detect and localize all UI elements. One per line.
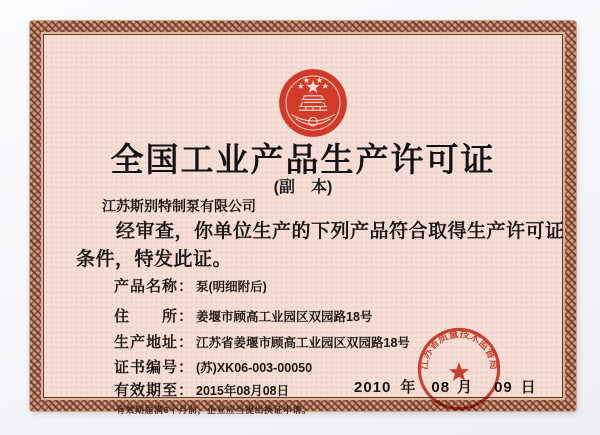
field-value: 泵(明细附后) bbox=[196, 280, 267, 294]
field-label: 证书编号： bbox=[114, 359, 195, 376]
field-label: 产品名称： bbox=[114, 278, 195, 295]
china-national-emblem-icon bbox=[274, 67, 352, 139]
issue-month: 08 bbox=[431, 379, 451, 396]
issue-day: 09 bbox=[494, 379, 513, 396]
field-label: 住 所： bbox=[114, 308, 195, 325]
renewal-footnote: 有效期届满6个月前，企业应当提出换证申请。 bbox=[116, 405, 312, 415]
field-production-address bbox=[114, 331, 410, 352]
field-value: 2015年08月08日 bbox=[196, 384, 290, 398]
certificate-paper bbox=[43, 34, 565, 415]
field-label: 有效期至： bbox=[114, 382, 195, 399]
field-product-name bbox=[114, 275, 267, 296]
seal-text: 江苏省质量技术监督局 bbox=[418, 329, 500, 371]
statement-line-2: 条件，特发此证。 bbox=[76, 249, 233, 270]
field-registered-address bbox=[114, 305, 372, 326]
field-value: (苏)XK06-003-00050 bbox=[196, 361, 313, 375]
issue-year: 2010 bbox=[354, 379, 392, 396]
field-value: 江苏省姜堰市顾高工业园区双园路18号 bbox=[196, 336, 410, 350]
official-seal-stamp bbox=[415, 325, 503, 413]
issue-month-unit: 月 bbox=[457, 379, 473, 396]
field-valid-until bbox=[114, 379, 289, 400]
field-label: 生产地址： bbox=[114, 334, 195, 351]
page-title: 全国工业产品生产许可证 bbox=[110, 141, 496, 178]
issue-year-unit: 年 bbox=[400, 379, 416, 396]
field-value: 姜堰市顾高工业园区双园路18号 bbox=[196, 310, 373, 324]
certificate-content bbox=[44, 35, 565, 415]
issue-day-unit: 日 bbox=[520, 379, 536, 396]
star-icon bbox=[449, 362, 469, 381]
statement-line-1: 经审查，你单位生产的下列产品符合取得生产许可证 bbox=[116, 221, 565, 242]
certificate-border-frame bbox=[30, 21, 576, 415]
subtitle-duplicate-copy: (副 本) bbox=[273, 179, 333, 196]
field-certificate-number bbox=[114, 356, 312, 377]
company-name: 江苏斯别特制泵有限公司 bbox=[102, 198, 256, 214]
